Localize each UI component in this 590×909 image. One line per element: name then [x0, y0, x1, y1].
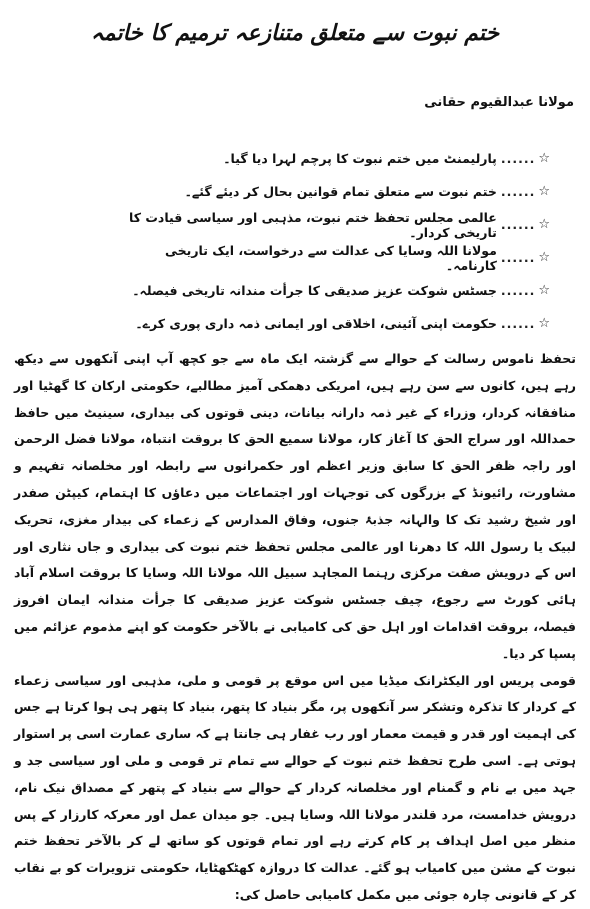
highlight-item — [110, 241, 550, 274]
highlight-text: حکومت اپنی آئینی، اخلاقی اور ایمانی ذمہ داری پوری کرے۔ — [135, 316, 497, 331]
highlight-item — [110, 142, 550, 175]
leader-dots: ...... — [500, 217, 536, 232]
highlights-list — [110, 142, 550, 340]
highlight-text: ختم نبوت سے متعلق تمام قوانین بحال کر دیئے گئے۔ — [184, 184, 497, 199]
highlight-text: جسٹس شوکت عزیز صدیقی کا جرأت مندانہ تاریخی فیصلہ۔ — [132, 283, 497, 298]
star-icon: ☆ — [538, 184, 550, 199]
leader-dots: ...... — [500, 316, 536, 331]
star-icon: ☆ — [538, 151, 550, 166]
star-icon: ☆ — [538, 217, 550, 232]
highlight-item — [110, 307, 550, 340]
body-paragraph: قومی پریس اور الیکٹرانک میڈیا میں اس موقع پر قومی و ملی، مذہبی اور سیاسی زعماء کے کردار کا تذکرہ وتشکر سر آنکھوں پر، مگر بنیاد کا پتھر، بنیاد کا پتھر ہی ہوا کرتا ہے جس کی اہمیت اور قدر و قیمت معمار اور رب غفار ہی جانتا ہے کہ ساری عمارت اسی پر استوار ہوتی ہے۔ اسی طرح تحفظ ختم نبوت کے حوالے سے تمام تر قومی و ملی اور سیاسی جد و جہد میں بے نام و گمنام اور مخلصانہ کردار کے حوالے سے بنیاد کے پتھر کے مصداق نیک نام، درویش خدامست، مرد قلندر مولانا اللہ وسایا ہیں۔ جو میدان عمل اور معرکہ کارزار کے پس منظر میں اصل اہداف پر کام کرتے رہے اور تمام قوتوں کو ساتھ لے کر بالآخر تحفظ ختم نبوت کے مشن میں کامیاب ہو گئے۔ عدالت کا دروازہ کھٹکھٹایا، حکومتی تزویرات کو بے نقاب کر کے قانونی چارہ جوئی میں مکمل کامیابی حاصل کی: — [14, 672, 576, 902]
body-paragraph: تحفظ ناموس رسالت کے حوالے سے گزشتہ ایک ماہ سے جو کچھ آپ اپنی آنکھوں سے دیکھ رہے ہیں، کانوں سے سن رہے ہیں، امریکی دھمکی آمیز مطالبے، حکومتی ارکان کا گھٹیا اور منافقانہ کردار، وزراء کے غیر ذمہ دارانہ بیانات، دینی قوتوں کی بیداری، سینیٹ میں حافظ حمداللہ اور سراج الحق کا آغاز کار، مولانا سمیع الحق کا بروقت انتباہ، مولانا فضل الرحمن اور راجہ ظفر الحق کا سابق وزیر اعظم اور حکمرانوں سے رابطہ اور مخلصانہ تفہیم و مشاورت، رائیونڈ کے بزرگوں کی توجہات اور اجتماعات میں دعاؤں کا اہتمام، کیپٹن صفدر اور شیخ رشید تک کا والہانہ جذبۂ جنوں، وفاق المدارس کے زعماء کی بیدار مغزی، تحریک لبیک یا رسول اللہ کا دھرنا اور عالمی مجلس تحفظ ختم نبوت کی بیداری و جاں نثاری اور اس کے درویش صفت مرکزی رہنما المجاہد سبیل اللہ مولانا اللہ وسایا کا بروقت اسلام آباد ہائی کورٹ سے رجوع، چیف جسٹس شوکت عزیز صدیقی کا جرأت مندانہ ایمان افروز فیصلہ، بروقت اقدامات اور اہل حق کی کامیابی نے بالآخر حکومت کو اپنے مذموم عزائم میں پسپا کر دیا۔ — [14, 351, 576, 661]
leader-dots: ...... — [500, 283, 536, 298]
article-body — [14, 346, 576, 909]
highlight-text: پارلیمنٹ میں ختم نبوت کا پرچم لہرا دیا گیا۔ — [223, 151, 497, 166]
leader-dots: ...... — [500, 184, 536, 199]
star-icon: ☆ — [538, 316, 550, 331]
highlight-item — [110, 274, 550, 307]
highlight-text: عالمی مجلس تحفظ ختم نبوت، مذہبی اور سیاسی قیادت کا تاریخی کردار۔ — [129, 209, 497, 240]
highlight-item — [110, 208, 550, 241]
star-icon: ☆ — [538, 250, 550, 265]
leader-dots: ...... — [500, 151, 536, 166]
author-name: مولانا عبدالقیوم حقانی — [424, 95, 574, 110]
highlight-item — [110, 175, 550, 208]
highlight-text: مولانا اللہ وسایا کی عدالت سے درخواست، ایک تاریخی کارنامہ۔ — [164, 242, 497, 273]
leader-dots: ...... — [500, 250, 536, 265]
article-title: ختم نبوت سے متعلق متنازعہ ترمیم کا خاتمہ — [90, 21, 500, 46]
star-icon: ☆ — [538, 283, 550, 298]
